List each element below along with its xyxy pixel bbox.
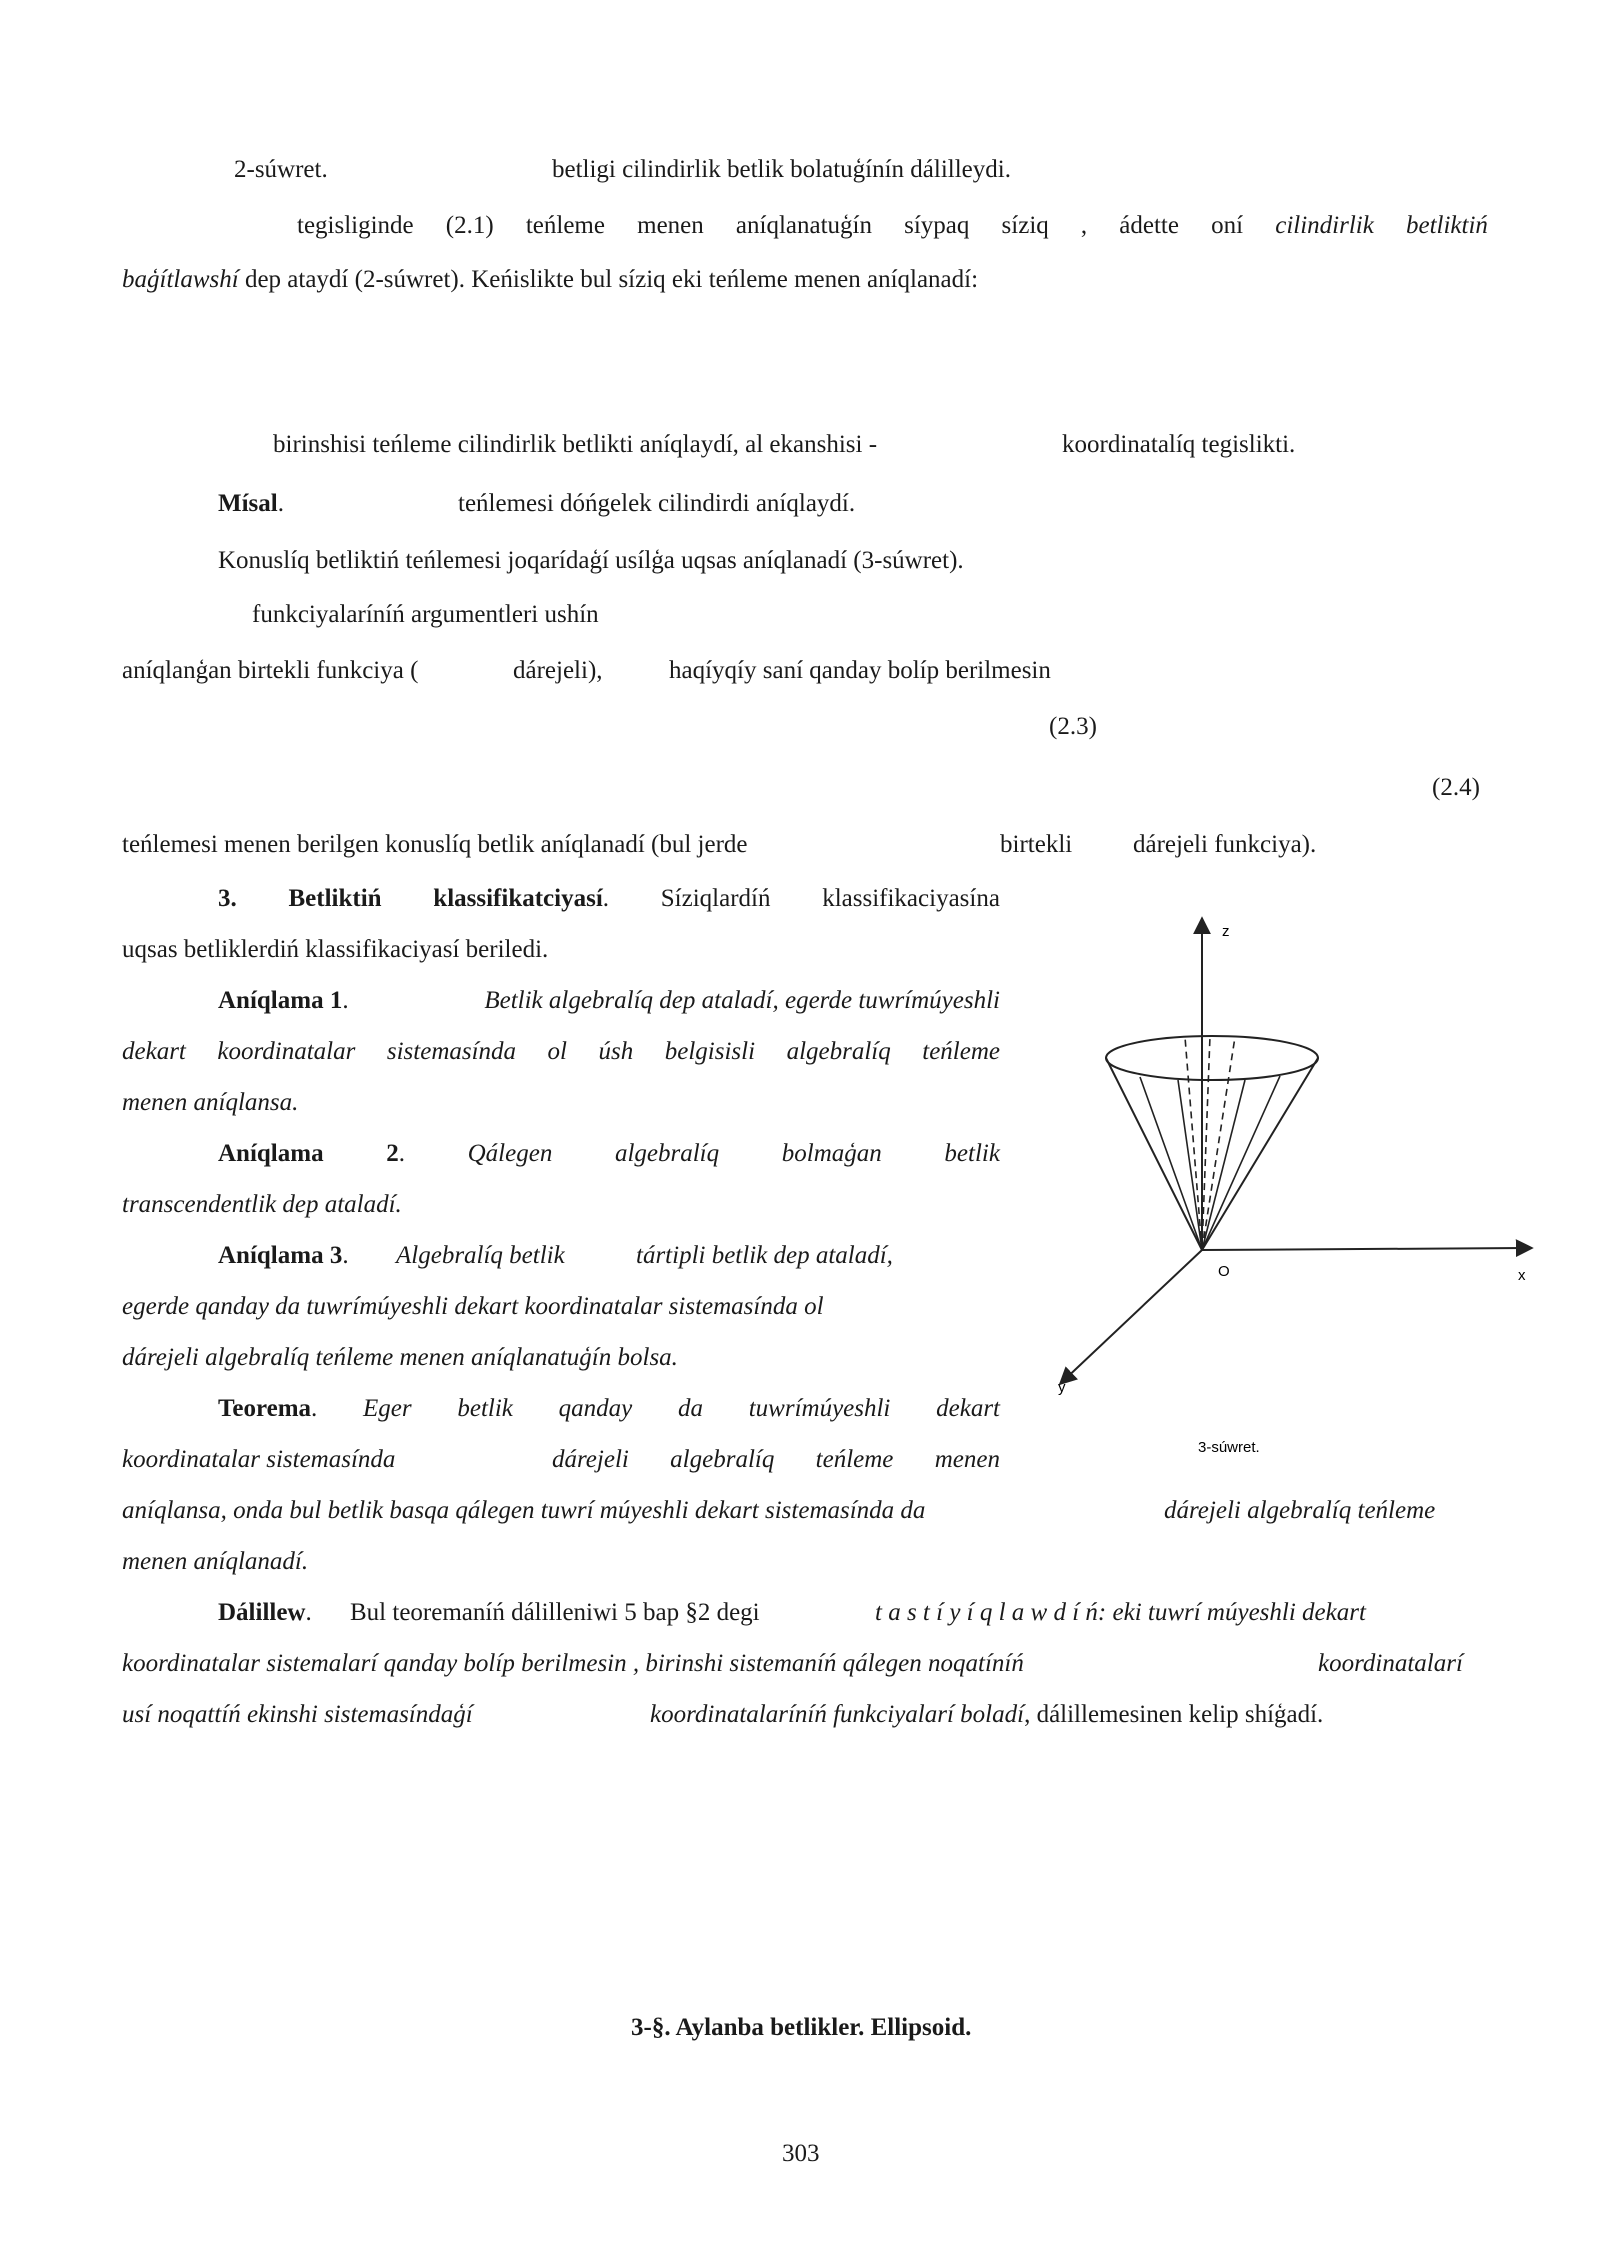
origin-label: O [1218, 1263, 1230, 1280]
text: tuwrímúyeshli [748, 1395, 891, 1422]
definition-2-line [218, 1141, 1000, 1166]
text: Konuslíq betliktiń teńlemesi joqarídaģí usílģa uqsas aníqlanadí (3-súwret). [218, 547, 964, 574]
cone-rim [1106, 1036, 1318, 1080]
theorem-label: Teorema [218, 1395, 312, 1422]
text: betlik [457, 1395, 513, 1422]
cone-generator [1140, 1077, 1202, 1250]
text: dárejeli), [513, 657, 603, 684]
text: dárejeli algebralíq teńleme menen aníqlanatuģín bolsa. [122, 1344, 678, 1371]
text: teńleme [815, 1446, 894, 1473]
section-heading: 3-§. Aylanba betlikler. Ellipsoid. [631, 2014, 972, 2041]
text: tártipli betlik dep ataladí, [636, 1242, 893, 1269]
text: Bul teoremaníń dálilleniwi 5 bap §2 degi [350, 1599, 760, 1626]
text: dekart koordinatalar sistemasínda ol úsh belgisisli algebralíq teńleme [122, 1038, 1000, 1065]
text: Síziqlardíń [660, 885, 771, 912]
x-axis-label: x [1518, 1267, 1526, 1284]
text: . [398, 1140, 405, 1167]
text: betlik [944, 1140, 1000, 1167]
text: . [602, 885, 610, 912]
text: . [342, 1242, 349, 1269]
definition-3-label [218, 1243, 349, 1268]
theorem-line [218, 1396, 1000, 1421]
paragraph-line [122, 267, 978, 292]
text: uqsas betliklerdiń klassifikaciyasí beriledi. [122, 936, 549, 963]
text: Betliktiń [288, 885, 382, 912]
text: klassifikaciyasína [822, 885, 1000, 912]
text: Betlik algebralíq dep ataladí, egerde tuwrímúyeshli [484, 987, 1000, 1014]
paragraph-line [297, 213, 1488, 238]
text: da [677, 1395, 703, 1422]
text: aníqlansa, onda bul betlik basqa qálegen tuwrí múyeshli dekart sistemasínda da [122, 1497, 926, 1524]
cone-generator-hidden [1202, 1036, 1210, 1250]
text: 3. [218, 885, 237, 912]
text: koordinatalar sistemasínda [122, 1446, 396, 1473]
fig2-caption-label: 2-súwret. [234, 156, 328, 183]
text: funkciyalaríníń argumentleri ushín [252, 601, 599, 628]
text: . [277, 490, 284, 517]
text: , dálillemesinen kelip shíģadí. [1024, 1701, 1324, 1728]
equation-number: (2.3) [1049, 713, 1097, 740]
text: koordinatalíq tegislikti. [1062, 431, 1296, 458]
definition-label: Aníqlama [218, 1140, 324, 1167]
y-axis-label: y [1058, 1379, 1066, 1396]
text: síypaq [904, 212, 970, 239]
section-heading-line [218, 886, 1000, 911]
text: dekart [936, 1395, 1000, 1422]
text: Eger [363, 1395, 412, 1422]
text: egerde qanday da tuwrímúyeshli dekart koordinatalar sistemasínda ol [122, 1293, 824, 1320]
text: aníqlanģan birtekli funkciya ( [122, 657, 419, 684]
text: menen [934, 1446, 1000, 1473]
definition-label: Aníqlama 1 [218, 987, 343, 1014]
text: teńleme [525, 212, 605, 239]
text: birtekli [1000, 831, 1073, 858]
text: . [342, 987, 349, 1014]
text: dep ataydí (2-súwret). Keńislikte bul síziq eki teńleme menen aníqlanadí: [238, 266, 979, 293]
text: koordinatalar sistemalarí qanday bolíp berilmesin , birinshi sistemaníń qálegen noqatíníń [122, 1650, 1024, 1677]
text: menen [637, 212, 704, 239]
text: . [311, 1395, 318, 1422]
text: qanday [558, 1395, 633, 1422]
cone-generator [1202, 1080, 1245, 1250]
text: usí noqattíń ekinshi sistemasíndaģí [122, 1701, 473, 1728]
text: , [1080, 212, 1088, 239]
text: menen aníqlansa. [122, 1089, 299, 1116]
theorem-line-2 [552, 1447, 1000, 1472]
example-label: Mísal [218, 490, 278, 517]
text: teńlemesi menen berilgen konuslíq betlik aníqlanadí (bul jerde [122, 831, 748, 858]
cone-figure [1040, 900, 1560, 1460]
text: t a s t í y í q l a w d í ń: eki tuwrí múyeshli dekart [875, 1599, 1366, 1626]
text: teńlemesi dóńgelek cilindirdi aníqlaydí. [458, 490, 856, 517]
page-number: 303 [782, 2140, 820, 2167]
fig2-caption-text: betligi cilindirlik betlik bolatuģínín dálilleydi. [552, 156, 1011, 183]
cone-edge [1106, 1058, 1202, 1250]
text: . [305, 1599, 312, 1626]
text: dárejeli [552, 1446, 629, 1473]
y-axis [1060, 1250, 1202, 1384]
text: 2 [386, 1140, 399, 1167]
example-line [218, 491, 284, 516]
text: aníqlanatuģín [735, 212, 872, 239]
definition-label: Aníqlama 3 [218, 1242, 343, 1269]
text: ádette [1119, 212, 1179, 239]
text: algebralíq [614, 1140, 720, 1167]
text: síziq [1001, 212, 1049, 239]
text: koordinatalarí [1318, 1650, 1463, 1677]
text: koordinatalaríníń funkciyalarí boladí [650, 1701, 1025, 1728]
term-italic: cilindirlik [1275, 212, 1374, 239]
text: tegisliginde [297, 212, 414, 239]
text: dárejeli algebralíq teńleme [1164, 1497, 1436, 1524]
text: klassifikatciyasí [433, 885, 603, 912]
proof-label-text: Dálillew [218, 1599, 306, 1626]
z-axis-label: z [1222, 923, 1230, 940]
text: menen aníqlanadí. [122, 1548, 309, 1575]
cone-generator-hidden [1202, 1037, 1235, 1250]
cone-edge [1202, 1058, 1318, 1250]
text: Qálegen [467, 1140, 553, 1167]
text: algebralíq [670, 1446, 775, 1473]
text: oní [1211, 212, 1244, 239]
text: birinshisi teńleme cilindirlik betlikti aníqlaydí, al ekanshisi - [273, 431, 878, 458]
term-italic: betliktiń [1405, 212, 1488, 239]
text: (2.1) [445, 212, 494, 239]
proof-label [218, 1600, 312, 1625]
text: Algebralíq betlik [396, 1242, 565, 1269]
proof-line-3 [650, 1702, 1323, 1727]
equation-number: (2.4) [1432, 774, 1480, 801]
definition-1-line [218, 988, 1000, 1013]
x-axis [1202, 1248, 1532, 1250]
text: haqíyqíy saní qanday bolíp berilmesin [669, 657, 1051, 684]
cone-generator [1202, 1076, 1280, 1250]
text: dárejeli funkciya). [1133, 831, 1317, 858]
text: transcendentlik dep ataladí. [122, 1191, 402, 1218]
term-italic: baģítlawshí [122, 266, 239, 293]
figure-caption: 3-súwret. [1198, 1439, 1260, 1456]
text: bolmaģan [781, 1140, 882, 1167]
